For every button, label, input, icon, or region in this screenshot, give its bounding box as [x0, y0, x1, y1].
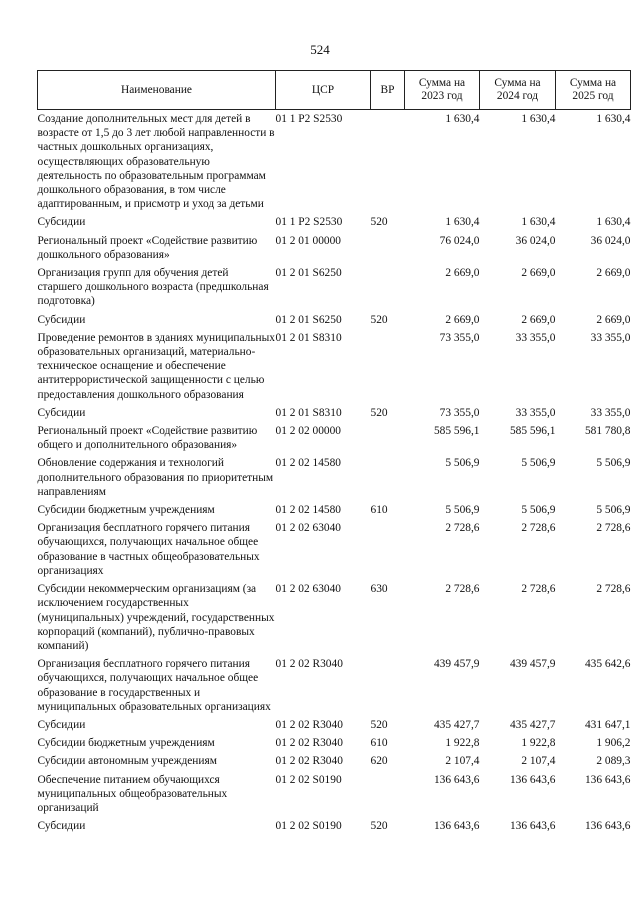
row-name-cell: Организация бесплатного горячего питания обучающихся, получающих начальное общее образование в государственных и муниципальных образовательных организациях: [37, 658, 271, 713]
header-vr: ВР: [371, 71, 405, 110]
row-sum-2025-cell: 33 355,0: [590, 331, 631, 344]
row-sum-2025-cell: 1 630,4: [596, 113, 631, 125]
row-vr-cell: 520: [370, 313, 388, 326]
row-sum-2024-cell: 1 630,4: [521, 216, 556, 229]
row-vr-cell: 610: [370, 504, 388, 517]
row-vr-cell: [371, 264, 405, 311]
table-row: [38, 213, 631, 231]
row-sum-2023-cell: 2 107,4: [445, 755, 480, 768]
row-sum-2023-cell: 1 922,8: [445, 737, 480, 750]
row-csr-cell: 01 2 02 R3040: [275, 658, 343, 671]
row-sum-2025-cell: 5 506,9: [596, 504, 631, 517]
row-csr-cell: 01 2 01 00000: [275, 234, 341, 247]
row-sum-2025-cell: 581 780,8: [584, 425, 631, 438]
row-sum-2024-cell: 2 669,0: [521, 313, 556, 326]
row-sum-2023-cell: 5 506,9: [445, 504, 480, 517]
row-csr-cell: 01 2 02 S0190: [275, 820, 342, 833]
table-row: [38, 329, 631, 404]
table-row: [38, 501, 631, 519]
header-csr: ЦСР: [276, 71, 371, 110]
row-vr-cell: 520: [370, 406, 388, 419]
row-name-cell: Субсидии: [37, 406, 86, 419]
row-vr-cell: [371, 454, 405, 501]
row-csr-cell: 01 2 02 R3040: [275, 755, 343, 768]
row-sum-2025-cell: 435 642,6: [584, 658, 631, 671]
row-sum-2024-cell: 136 643,6: [509, 820, 556, 833]
row-sum-2025-cell: 2 669,0: [596, 267, 631, 280]
row-vr-cell: [371, 771, 405, 818]
row-sum-2023-cell: 2 728,6: [445, 522, 480, 535]
table-row: [38, 716, 631, 734]
row-sum-2023-cell: 5 506,9: [445, 457, 480, 470]
row-name-cell: Региональный проект «Содействие развитию дошкольного образования»: [37, 234, 258, 261]
row-vr-cell: 520: [370, 820, 388, 833]
row-csr-cell: 01 2 02 63040: [275, 583, 341, 596]
row-csr-cell: 01 2 02 14580: [275, 504, 341, 517]
row-sum-2024-cell: 439 457,9: [509, 658, 556, 671]
table-row: [38, 580, 631, 655]
row-sum-2024-cell: 435 427,7: [509, 718, 556, 731]
row-sum-2025-cell: 5 506,9: [596, 457, 631, 470]
row-sum-2024-cell: 2 728,6: [521, 522, 556, 535]
table-row: [38, 311, 631, 329]
row-vr-cell: [371, 422, 405, 454]
row-sum-2024-cell: 2 669,0: [521, 267, 556, 280]
row-sum-2025-cell: 2 728,6: [596, 522, 631, 535]
row-sum-2024-cell: 2 107,4: [521, 755, 556, 768]
row-name-cell: Субсидии некоммерческим организациям (за исключением государственных (муниципальных) учреждений, государственных корпораций (компаний), публично-правовых компаний): [37, 583, 275, 652]
row-name-cell: Субсидии: [37, 216, 86, 229]
row-csr-cell: 01 2 01 S8310: [275, 406, 342, 419]
table-row: [38, 817, 631, 835]
row-sum-2025-cell: 2 089,3: [596, 755, 631, 768]
row-sum-2024-cell: 1 630,4: [521, 113, 556, 125]
row-sum-2023-cell: 2 669,0: [445, 313, 480, 326]
row-name-cell: Организация бесплатного горячего питания обучающихся, получающих начальное общее образование в частных общеобразовательных организациях: [37, 522, 260, 577]
row-sum-2025-cell: 1 906,2: [596, 737, 631, 750]
row-vr-cell: [371, 329, 405, 404]
row-vr-cell: [371, 655, 405, 716]
row-csr-cell: 01 2 02 R3040: [275, 718, 343, 731]
row-name-cell: Субсидии бюджетным учреждениям: [37, 737, 215, 750]
row-name-cell: Субсидии автономным учреждениям: [37, 755, 217, 768]
row-vr-cell: 610: [370, 737, 388, 750]
row-sum-2023-cell: 435 427,7: [433, 718, 480, 731]
row-csr-cell: 01 2 01 S6250: [275, 267, 342, 280]
row-sum-2023-cell: 585 596,1: [433, 425, 480, 438]
row-name-cell: Создание дополнительных мест для детей в возрасте от 1,5 до 3 лет любой направленности в частных дошкольных организациях, осуществляющих образовательную деятельность по образовательным программам дошкольного образования, в том числе адаптированным, и присмотр и уход за детьми: [37, 113, 275, 211]
header-sum-2025: Сумма на 2025 год: [556, 71, 631, 110]
row-sum-2025-cell: 1 630,4: [596, 216, 631, 229]
budget-table: [37, 70, 631, 835]
row-csr-cell: 01 1 P2 S2530: [275, 216, 343, 229]
table-row: [38, 655, 631, 716]
row-name-cell: Организация групп для обучения детей старшего дошкольного возраста (предшкольная подготовка): [37, 267, 269, 308]
row-name-cell: Обновление содержания и технологий дополнительного образования по приоритетным направлениям: [37, 457, 274, 498]
row-sum-2023-cell: 73 355,0: [439, 331, 480, 344]
row-csr-cell: 01 2 02 00000: [275, 425, 341, 438]
row-csr-cell: 01 2 01 S6250: [275, 313, 342, 326]
row-sum-2024-cell: 2 728,6: [521, 583, 556, 596]
row-sum-2023-cell: 136 643,6: [433, 820, 480, 833]
table-row: [38, 454, 631, 501]
row-name-cell: Проведение ремонтов в зданиях муниципальных образовательных организаций, материально-техническое оснащение и обеспечение антитеррористической защищенности с целью предоставления дошкольного образования: [37, 331, 275, 401]
row-sum-2024-cell: 36 024,0: [515, 234, 556, 247]
row-csr-cell: 01 2 02 S0190: [275, 773, 342, 786]
row-name-cell: Субсидии: [37, 820, 86, 833]
row-sum-2023-cell: 76 024,0: [439, 234, 480, 247]
row-name-cell: Субсидии бюджетным учреждениям: [37, 504, 215, 517]
table-row: [38, 232, 631, 264]
row-csr-cell: 01 2 02 63040: [275, 522, 341, 535]
row-sum-2025-cell: 136 643,6: [584, 820, 631, 833]
row-sum-2024-cell: 1 922,8: [521, 737, 556, 750]
table-row: [38, 752, 631, 770]
row-name-cell: Субсидии: [37, 718, 86, 731]
row-vr-cell: 520: [370, 718, 388, 731]
table-row: [38, 771, 631, 818]
row-csr-cell: 01 2 02 R3040: [275, 737, 343, 750]
row-vr-cell: [371, 110, 405, 214]
row-name-cell: Субсидии: [37, 313, 86, 326]
row-sum-2024-cell: 5 506,9: [521, 504, 556, 517]
row-csr-cell: 01 2 02 14580: [275, 457, 341, 470]
row-sum-2023-cell: 2 728,6: [445, 583, 480, 596]
row-sum-2025-cell: 33 355,0: [590, 406, 631, 419]
table-row: [38, 404, 631, 422]
table-row: [38, 519, 631, 580]
row-vr-cell: 620: [370, 755, 388, 768]
row-vr-cell: [371, 232, 405, 264]
table-row: [38, 734, 631, 752]
row-sum-2025-cell: 2 728,6: [596, 583, 631, 596]
row-sum-2023-cell: 1 630,4: [445, 216, 480, 229]
row-csr-cell: 01 2 01 S8310: [275, 331, 342, 344]
header-sum-2023: Сумма на 2023 год: [405, 71, 480, 110]
row-csr-cell: 01 1 P2 S2530: [275, 113, 343, 125]
row-sum-2023-cell: 1 630,4: [445, 113, 480, 125]
row-sum-2024-cell: 5 506,9: [521, 457, 556, 470]
row-sum-2023-cell: 73 355,0: [439, 406, 480, 419]
row-sum-2025-cell: 2 669,0: [596, 313, 631, 326]
row-sum-2025-cell: 36 024,0: [590, 234, 631, 247]
page-number: 524: [310, 42, 330, 57]
row-sum-2024-cell: 33 355,0: [515, 406, 556, 419]
header-sum-2024: Сумма на 2024 год: [480, 71, 556, 110]
row-sum-2025-cell: 431 647,1: [584, 718, 631, 731]
row-sum-2023-cell: 136 643,6: [433, 773, 480, 786]
row-vr-cell: [371, 519, 405, 580]
row-sum-2024-cell: 136 643,6: [509, 773, 556, 786]
header-name: Наименование: [38, 71, 276, 110]
row-sum-2023-cell: 2 669,0: [445, 267, 480, 280]
row-sum-2025-cell: 136 643,6: [584, 773, 631, 786]
table-row: [38, 422, 631, 454]
row-vr-cell: 630: [370, 583, 388, 596]
row-name-cell: Обеспечение питанием обучающихся муниципальных общеобразовательных организаций: [37, 773, 228, 814]
row-sum-2024-cell: 585 596,1: [509, 425, 556, 438]
table-body: [38, 110, 631, 836]
table-row: [38, 264, 631, 311]
row-name-cell: Региональный проект «Содействие развитию общего и дополнительного образования»: [37, 425, 258, 452]
table-header-row: [38, 71, 631, 110]
row-vr-cell: 520: [370, 216, 388, 229]
row-sum-2024-cell: 33 355,0: [515, 331, 556, 344]
row-sum-2023-cell: 439 457,9: [433, 658, 480, 671]
table-row: [38, 110, 631, 214]
